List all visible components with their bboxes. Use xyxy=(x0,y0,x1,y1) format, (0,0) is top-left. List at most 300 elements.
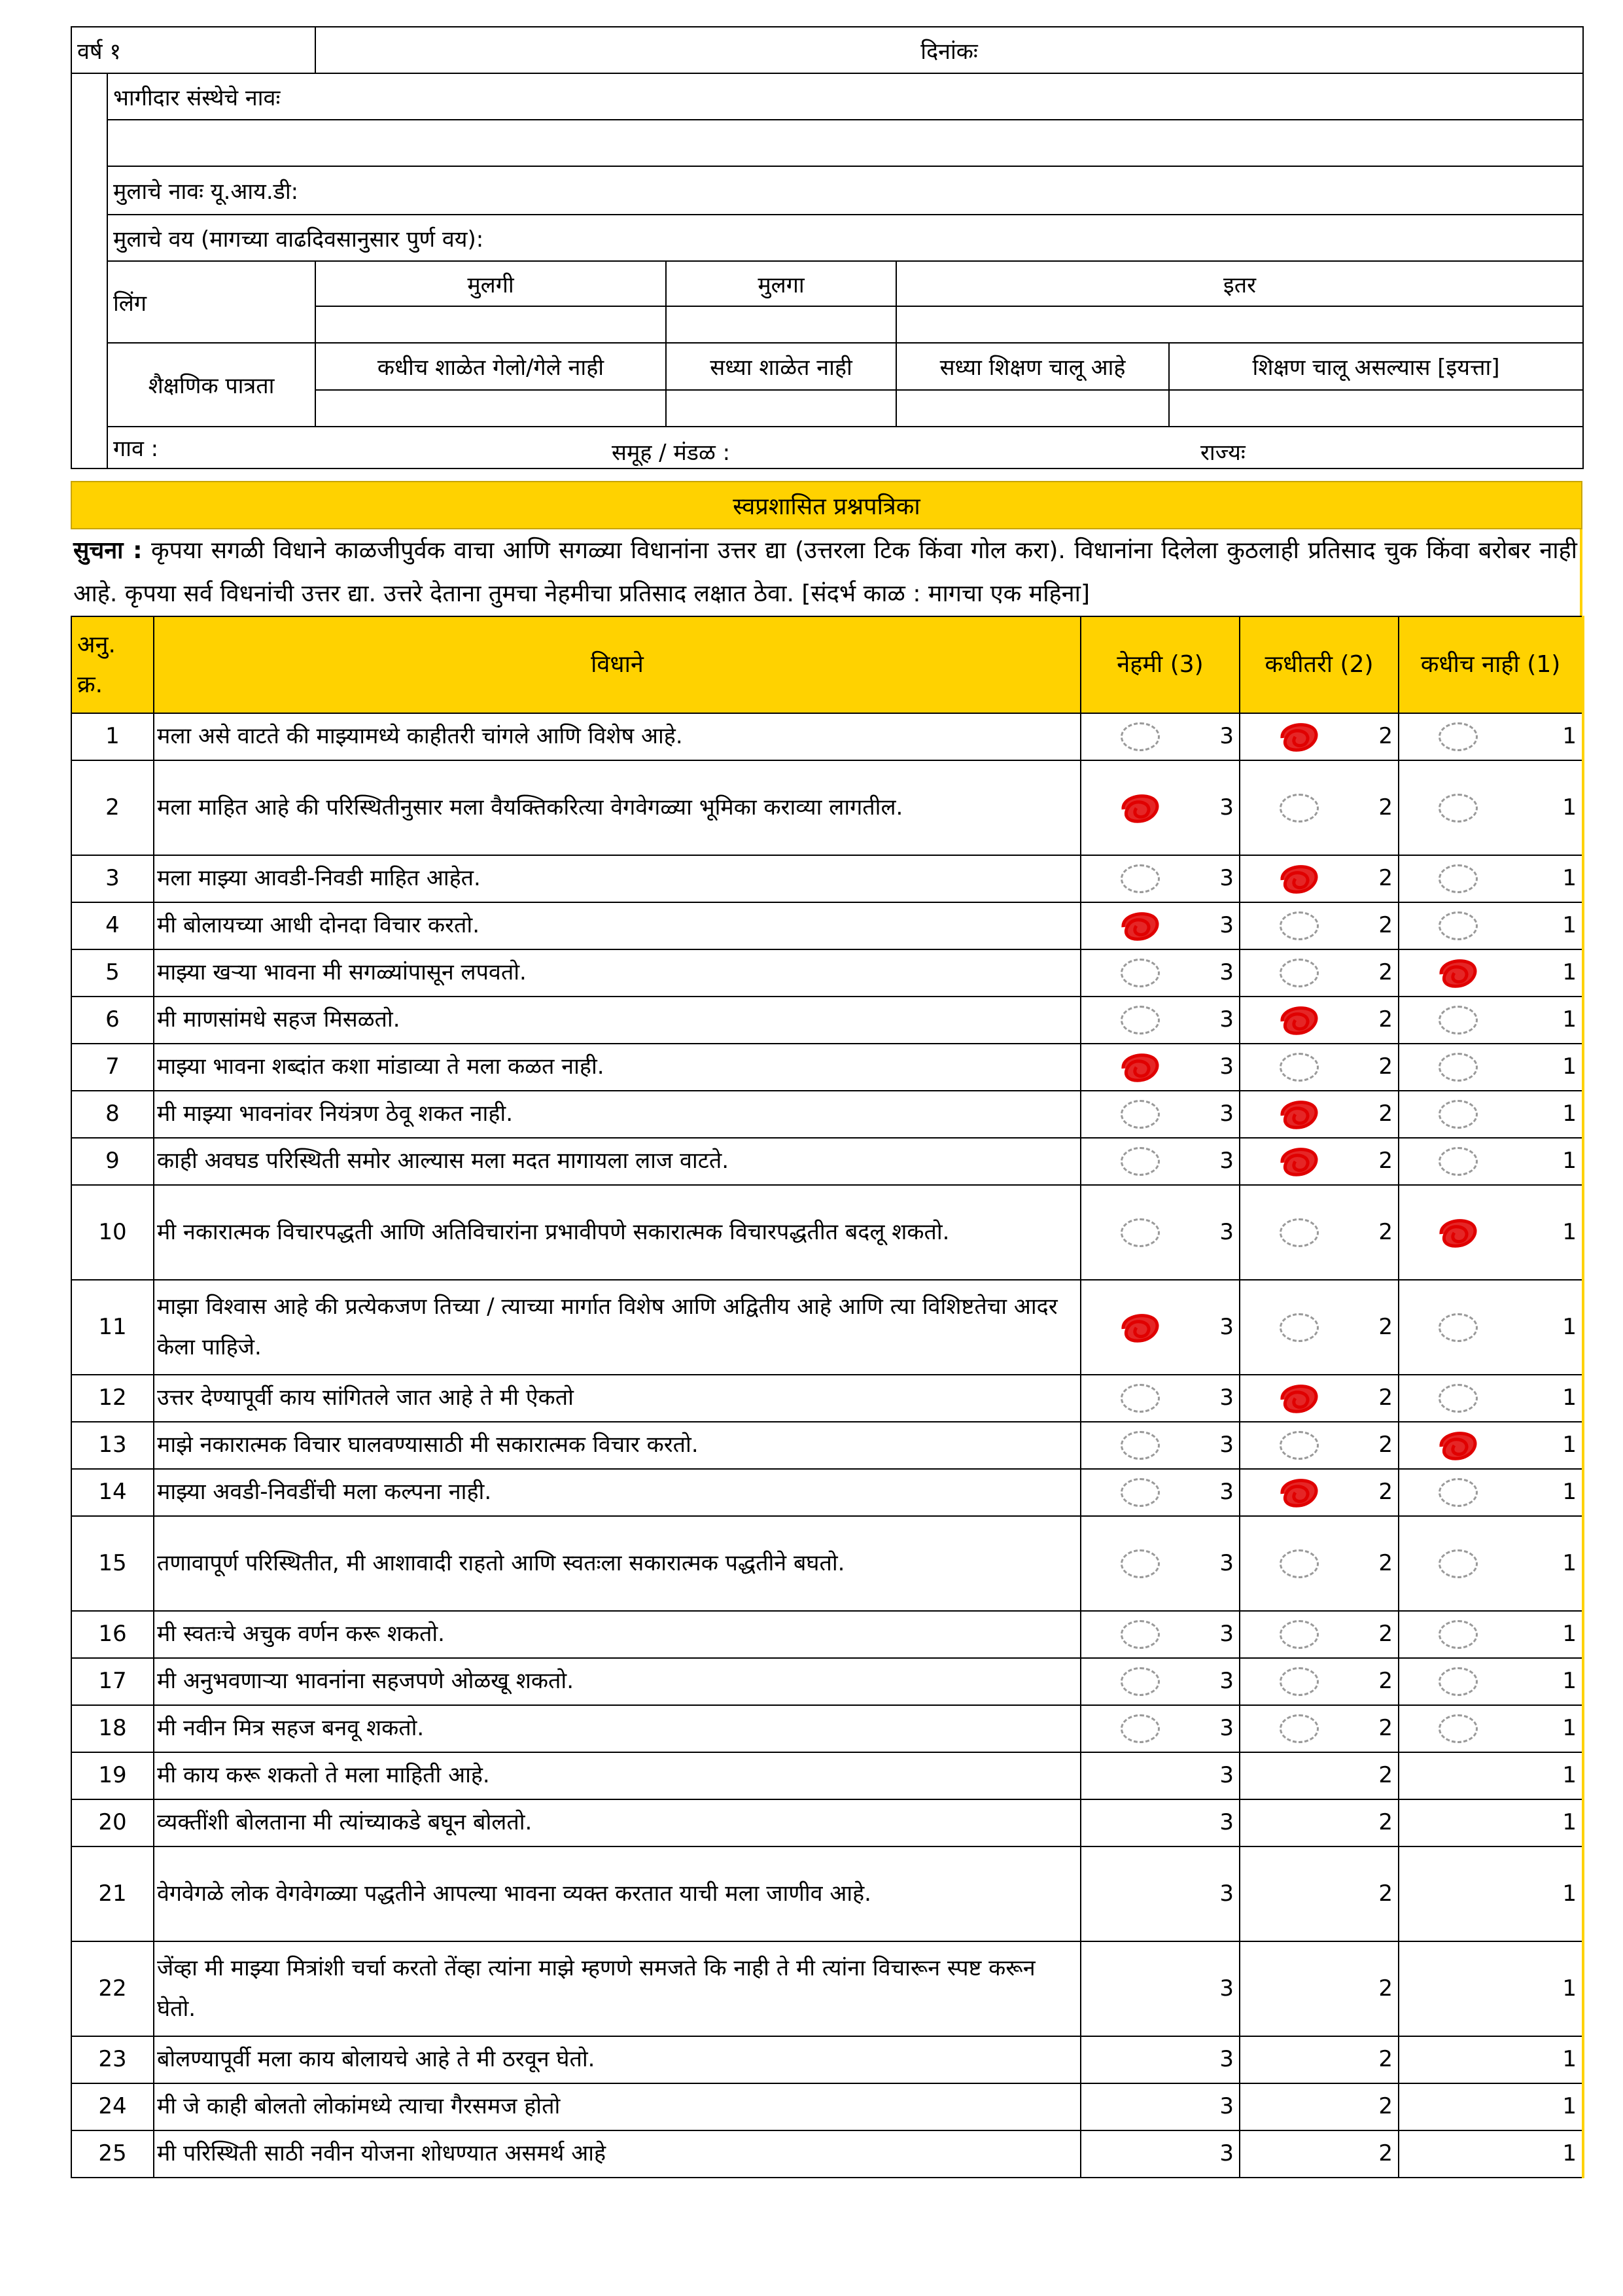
score-value: 1 xyxy=(1562,1621,1577,1648)
option-sometimes[interactable] xyxy=(1240,1941,1399,2036)
score-value: 3 xyxy=(1219,1479,1234,1506)
option-never[interactable] xyxy=(1399,1185,1583,1280)
option-sometimes[interactable] xyxy=(1240,855,1399,902)
score-value: 2 xyxy=(1378,1101,1393,1127)
statement-row xyxy=(71,1044,1583,1091)
option-always[interactable] xyxy=(1081,1091,1240,1138)
row-number: 19 xyxy=(71,1752,154,1799)
option-never[interactable] xyxy=(1399,760,1583,855)
col-never: कधीच नाही (1) xyxy=(1399,616,1583,713)
score-value: 1 xyxy=(1562,1006,1577,1033)
statement-row xyxy=(71,713,1583,760)
option-never[interactable] xyxy=(1399,855,1583,902)
row-number: 22 xyxy=(71,1941,154,2036)
empty-circle-icon[interactable] xyxy=(1280,1313,1319,1342)
instructions xyxy=(71,529,1582,616)
score-value: 1 xyxy=(1562,1053,1577,1080)
row-number: 5 xyxy=(71,949,154,997)
score-value: 1 xyxy=(1562,1715,1577,1742)
marked-circle-icon[interactable] xyxy=(1121,1053,1160,1082)
state-field[interactable]: राज्यः xyxy=(1200,440,1246,466)
option-always[interactable] xyxy=(1081,1516,1240,1611)
score-value: 2 xyxy=(1378,1479,1393,1506)
empty-circle-icon[interactable] xyxy=(1439,1384,1478,1413)
empty-circle-icon[interactable] xyxy=(1121,1549,1160,1578)
statement-text: मी काय करू शकतो ते मला माहिती आहे. xyxy=(154,1752,1081,1799)
education-option-grade[interactable]: शिक्षण चालू असल्यास [इयत्ता] xyxy=(1169,343,1583,390)
option-sometimes[interactable] xyxy=(1240,713,1399,760)
row-number: 14 xyxy=(71,1469,154,1516)
score-value: 1 xyxy=(1562,1148,1577,1174)
marked-circle-icon[interactable] xyxy=(1439,1218,1478,1247)
marked-circle-icon[interactable] xyxy=(1280,722,1319,751)
statement-row xyxy=(71,1705,1583,1752)
score-value: 2 xyxy=(1378,1762,1393,1789)
header-table xyxy=(71,26,1584,469)
score-value: 3 xyxy=(1219,2093,1234,2120)
empty-circle-icon[interactable] xyxy=(1280,1667,1319,1696)
option-always[interactable] xyxy=(1081,713,1240,760)
col-sometimes: कधीतरी (2) xyxy=(1240,616,1399,713)
option-never[interactable] xyxy=(1399,1799,1583,1846)
statement-row xyxy=(71,2130,1583,2178)
village-field[interactable]: गाव : xyxy=(113,436,159,462)
row-number: 15 xyxy=(71,1516,154,1611)
option-sometimes[interactable] xyxy=(1240,1752,1399,1799)
option-sometimes[interactable] xyxy=(1240,1422,1399,1469)
education-option-never[interactable]: कधीच शाळेत गेलो/गेले नाही xyxy=(315,343,666,390)
score-value: 2 xyxy=(1378,912,1393,939)
score-value: 2 xyxy=(1378,1148,1393,1174)
empty-circle-icon[interactable] xyxy=(1280,794,1319,822)
option-never[interactable] xyxy=(1399,1422,1583,1469)
empty-circle-icon[interactable] xyxy=(1439,794,1478,822)
form-sheet xyxy=(71,26,1582,2178)
group-field[interactable]: समूह / मंडळ : xyxy=(612,440,731,466)
statement-row xyxy=(71,1799,1583,1846)
option-never[interactable] xyxy=(1399,1705,1583,1752)
score-value: 3 xyxy=(1219,1668,1234,1695)
statement-text: वेगवेगळे लोक वेगवेगळ्या पद्धतीने आपल्या भावना व्यक्त करतात याची मला जाणीव आहे. xyxy=(154,1846,1081,1941)
option-never[interactable] xyxy=(1399,1846,1583,1941)
score-value: 2 xyxy=(1378,865,1393,892)
empty-circle-icon[interactable] xyxy=(1439,722,1478,751)
score-value: 2 xyxy=(1378,1549,1393,1576)
statement-row xyxy=(71,1280,1583,1375)
education-option-current[interactable]: सध्या शिक्षण चालू आहे xyxy=(896,343,1169,390)
gender-label: लिंग xyxy=(107,261,315,343)
option-always[interactable] xyxy=(1081,1846,1240,1941)
score-value: 3 xyxy=(1219,1809,1234,1836)
statement-text: जेंव्हा मी माझ्या मित्रांशी चर्चा करतो तेंव्हा त्यांना माझे म्हणणे समजते कि नाही ते मी त्यांना विचारून स्पष्ट करून घेतो. xyxy=(154,1941,1081,2036)
score-value: 2 xyxy=(1378,1006,1393,1033)
option-sometimes[interactable] xyxy=(1240,1280,1399,1375)
score-value: 1 xyxy=(1562,2046,1577,2073)
score-value: 3 xyxy=(1219,865,1234,892)
statement-row xyxy=(71,1516,1583,1611)
statement-text: मला असे वाटते की माझ्यामध्ये काहीतरी चांगले आणि विशेष आहे. xyxy=(154,713,1081,760)
questionnaire-table xyxy=(71,616,1584,2178)
score-value: 2 xyxy=(1378,2140,1393,2167)
statement-row xyxy=(71,997,1583,1044)
marked-circle-icon[interactable] xyxy=(1439,1431,1478,1460)
statement-text: मला माहित आहे की परिस्थितीनुसार मला वैयक्तिकरित्या वेगवेगळ्या भूमिका कराव्या लागतील. xyxy=(154,760,1081,855)
score-value: 1 xyxy=(1562,794,1577,821)
row-number: 25 xyxy=(71,2130,154,2178)
option-never[interactable] xyxy=(1399,1375,1583,1422)
instructions-text: कृपया सगळी विधाने काळजीपुर्वक वाचा आणि सगळ्या विधानांना उत्तर द्या (उत्तरला टिक किंवा गोल करा). विधानांना दिलेला कुठलाही प्रतिसाद चुक किंवा बरोबर नाही आहे. कृपया सर्व विधनांची उत्तर द्या. उत्तरे देताना तुमचा नेहमीचा प्रतिसाद लक्षात ठेवा. [संदर्भ काळ : मागचा एक महिना] xyxy=(73,537,1577,607)
option-always[interactable] xyxy=(1081,1799,1240,1846)
option-sometimes[interactable] xyxy=(1240,1185,1399,1280)
questionnaire-title: स्वप्रशासित प्रश्नपत्रिका xyxy=(71,481,1582,529)
education-check-grade[interactable] xyxy=(1169,390,1583,427)
row-number: 23 xyxy=(71,2036,154,2083)
date-field[interactable]: दिनांकः xyxy=(315,27,1583,73)
gender-check-other[interactable] xyxy=(896,306,1583,343)
row-number: 11 xyxy=(71,1280,154,1375)
row-number: 6 xyxy=(71,997,154,1044)
score-value: 1 xyxy=(1562,1432,1577,1458)
option-sometimes[interactable] xyxy=(1240,1091,1399,1138)
score-value: 3 xyxy=(1219,1715,1234,1742)
option-never[interactable] xyxy=(1399,713,1583,760)
empty-circle-icon[interactable] xyxy=(1439,1549,1478,1578)
score-value: 3 xyxy=(1219,2140,1234,2167)
option-always[interactable] xyxy=(1081,1185,1240,1280)
statement-row xyxy=(71,1611,1583,1658)
row-number: 24 xyxy=(71,2083,154,2130)
empty-circle-icon[interactable] xyxy=(1121,1100,1160,1129)
score-value: 1 xyxy=(1562,1549,1577,1576)
score-value: 1 xyxy=(1562,1975,1577,2002)
option-never[interactable] xyxy=(1399,1280,1583,1375)
option-never[interactable] xyxy=(1399,2130,1583,2178)
statement-row xyxy=(71,1091,1583,1138)
empty-circle-icon[interactable] xyxy=(1439,1147,1478,1176)
statement-text: मी नकारात्मक विचारपद्धती आणि अतिविचारांना प्रभावीपणे सकारात्मक विचारपद्धतीत बदलू शकतो. xyxy=(154,1185,1081,1280)
statement-text: माझ्या अवडी-निवडींची मला कल्पना नाही. xyxy=(154,1469,1081,1516)
row-number: 20 xyxy=(71,1799,154,1846)
option-never[interactable] xyxy=(1399,1044,1583,1091)
option-sometimes[interactable] xyxy=(1240,1138,1399,1185)
education-label: शैक्षणिक पात्रता xyxy=(107,343,315,427)
score-value: 3 xyxy=(1219,1880,1234,1907)
empty-circle-icon[interactable] xyxy=(1439,1667,1478,1696)
statement-text: मी जे काही बोलतो लोकांमध्ये त्याचा गैरसमज होतो xyxy=(154,2083,1081,2130)
score-value: 3 xyxy=(1219,1975,1234,2002)
score-value: 2 xyxy=(1378,1715,1393,1742)
statement-text: बोलण्यापूर्वी मला काय बोलायचे आहे ते मी ठरवून घेतो. xyxy=(154,2036,1081,2083)
option-never[interactable] xyxy=(1399,1658,1583,1705)
score-value: 2 xyxy=(1378,2046,1393,2073)
option-never[interactable] xyxy=(1399,1091,1583,1138)
score-value: 2 xyxy=(1378,1621,1393,1648)
empty-circle-icon[interactable] xyxy=(1439,864,1478,893)
score-value: 3 xyxy=(1219,1313,1234,1340)
statement-text: मी अनुभवणाऱ्या भावनांना सहजपणे ओळखू शकतो. xyxy=(154,1658,1081,1705)
option-never[interactable] xyxy=(1399,902,1583,949)
statement-text: माझ्या खऱ्या भावना मी सगळ्यांपासून लपवतो. xyxy=(154,949,1081,997)
option-never[interactable] xyxy=(1399,1516,1583,1611)
empty-circle-icon[interactable] xyxy=(1121,864,1160,893)
score-value: 2 xyxy=(1378,1053,1393,1080)
empty-circle-icon[interactable] xyxy=(1280,1218,1319,1247)
marked-circle-icon[interactable] xyxy=(1439,959,1478,987)
score-value: 3 xyxy=(1219,1006,1234,1033)
row-number: 4 xyxy=(71,902,154,949)
option-always[interactable] xyxy=(1081,1138,1240,1185)
score-value: 3 xyxy=(1219,1762,1234,1789)
year-label: वर्ष १ xyxy=(71,27,315,73)
statement-row xyxy=(71,1138,1583,1185)
statement-row xyxy=(71,949,1583,997)
statement-text: माझ्या भावना शब्दांत कशा मांडाव्या ते मला कळत नाही. xyxy=(154,1044,1081,1091)
option-never[interactable] xyxy=(1399,997,1583,1044)
option-sometimes[interactable] xyxy=(1240,1799,1399,1846)
option-sometimes[interactable] xyxy=(1240,1375,1399,1422)
option-sometimes[interactable] xyxy=(1240,1469,1399,1516)
statement-row xyxy=(71,1658,1583,1705)
empty-circle-icon[interactable] xyxy=(1121,1431,1160,1460)
row-number: 8 xyxy=(71,1091,154,1138)
option-always[interactable] xyxy=(1081,760,1240,855)
education-option-not-now[interactable]: सध्या शाळेत नाही xyxy=(666,343,896,390)
score-value: 2 xyxy=(1378,959,1393,986)
option-sometimes[interactable] xyxy=(1240,1658,1399,1705)
option-always[interactable] xyxy=(1081,2130,1240,2178)
empty-circle-icon[interactable] xyxy=(1280,911,1319,940)
statement-text: माझा विश्वास आहे की प्रत्येकजण तिच्या / त्याच्या मार्गात विशेष आणि अद्वितीय आहे आणि त्या विशिष्टतेचा आदर केला पाहिजे. xyxy=(154,1280,1081,1375)
empty-circle-icon[interactable] xyxy=(1121,1714,1160,1743)
option-always[interactable] xyxy=(1081,855,1240,902)
option-always[interactable] xyxy=(1081,1422,1240,1469)
empty-circle-icon[interactable] xyxy=(1121,722,1160,751)
score-value: 2 xyxy=(1378,794,1393,821)
statement-row xyxy=(71,2083,1583,2130)
statement-row xyxy=(71,1752,1583,1799)
education-check-never[interactable] xyxy=(315,390,666,427)
empty-circle-icon[interactable] xyxy=(1280,1714,1319,1743)
score-value: 1 xyxy=(1562,1668,1577,1695)
empty-circle-icon[interactable] xyxy=(1121,1478,1160,1507)
partner-org-field[interactable]: भागीदार संस्थेचे नावः xyxy=(107,73,1583,120)
score-value: 2 xyxy=(1378,1385,1393,1411)
statement-row xyxy=(71,1422,1583,1469)
gender-option-other[interactable]: इतर xyxy=(896,261,1583,306)
marked-circle-icon[interactable] xyxy=(1121,911,1160,940)
empty-circle-icon[interactable] xyxy=(1280,959,1319,987)
score-value: 3 xyxy=(1219,1218,1234,1245)
score-value: 2 xyxy=(1378,1313,1393,1340)
score-value: 2 xyxy=(1378,1432,1393,1458)
statement-text: मला माझ्या आवडी-निवडी माहित आहेत. xyxy=(154,855,1081,902)
education-check-current[interactable] xyxy=(896,390,1169,427)
score-value: 2 xyxy=(1378,1880,1393,1907)
education-check-not-now[interactable] xyxy=(666,390,896,427)
statement-text: काही अवघड परिस्थिती समोर आल्यास मला मदत मागायला लाज वाटते. xyxy=(154,1138,1081,1185)
option-never[interactable] xyxy=(1399,949,1583,997)
empty-circle-icon[interactable] xyxy=(1439,1714,1478,1743)
statement-text: मी स्वतःचे अचुक वर्णन करू शकतो. xyxy=(154,1611,1081,1658)
marked-circle-icon[interactable] xyxy=(1280,1006,1319,1034)
row-number: 12 xyxy=(71,1375,154,1422)
score-value: 3 xyxy=(1219,1101,1234,1127)
empty-circle-icon[interactable] xyxy=(1280,1549,1319,1578)
score-value: 3 xyxy=(1219,723,1234,750)
row-number: 16 xyxy=(71,1611,154,1658)
statement-text: मी बोलायच्या आधी दोनदा विचार करतो. xyxy=(154,902,1081,949)
score-value: 1 xyxy=(1562,865,1577,892)
option-never[interactable] xyxy=(1399,2083,1583,2130)
row-number: 9 xyxy=(71,1138,154,1185)
option-always[interactable] xyxy=(1081,997,1240,1044)
statement-text: मी परिस्थिती साठी नवीन योजना शोधण्यात असमर्थ आहे xyxy=(154,2130,1081,2178)
row-number: 10 xyxy=(71,1185,154,1280)
col-serial: अनु. क्र. xyxy=(71,616,154,713)
option-sometimes[interactable] xyxy=(1240,1705,1399,1752)
gender-option-girl[interactable]: मुलगी xyxy=(315,261,666,306)
score-value: 3 xyxy=(1219,1148,1234,1174)
option-always[interactable] xyxy=(1081,1044,1240,1091)
empty-circle-icon[interactable] xyxy=(1121,1384,1160,1413)
row-number: 2 xyxy=(71,760,154,855)
option-always[interactable] xyxy=(1081,2036,1240,2083)
gender-option-boy[interactable]: मुलगा xyxy=(666,261,896,306)
option-always[interactable] xyxy=(1081,1752,1240,1799)
score-value: 3 xyxy=(1219,959,1234,986)
option-sometimes[interactable] xyxy=(1240,760,1399,855)
option-sometimes[interactable] xyxy=(1240,949,1399,997)
empty-circle-icon[interactable] xyxy=(1439,911,1478,940)
blank-row xyxy=(107,120,1583,166)
col-statement: विधाने xyxy=(154,616,1081,713)
option-sometimes[interactable] xyxy=(1240,997,1399,1044)
score-value: 3 xyxy=(1219,1549,1234,1576)
empty-circle-icon[interactable] xyxy=(1280,1053,1319,1082)
marked-circle-icon[interactable] xyxy=(1280,1478,1319,1507)
marked-circle-icon[interactable] xyxy=(1121,794,1160,822)
empty-circle-icon[interactable] xyxy=(1439,1006,1478,1034)
score-value: 3 xyxy=(1219,2046,1234,2073)
statement-row xyxy=(71,1375,1583,1422)
option-always[interactable] xyxy=(1081,1658,1240,1705)
marked-circle-icon[interactable] xyxy=(1121,1313,1160,1342)
empty-circle-icon[interactable] xyxy=(1121,959,1160,987)
option-always[interactable] xyxy=(1081,1611,1240,1658)
empty-circle-icon[interactable] xyxy=(1121,1147,1160,1176)
option-sometimes[interactable] xyxy=(1240,2083,1399,2130)
empty-circle-icon[interactable] xyxy=(1121,1667,1160,1696)
option-sometimes[interactable] xyxy=(1240,902,1399,949)
empty-circle-icon[interactable] xyxy=(1121,1218,1160,1247)
empty-circle-icon[interactable] xyxy=(1439,1478,1478,1507)
gender-check-girl[interactable] xyxy=(315,306,666,343)
marked-circle-icon[interactable] xyxy=(1280,1147,1319,1176)
option-sometimes[interactable] xyxy=(1240,2130,1399,2178)
option-always[interactable] xyxy=(1081,2083,1240,2130)
instructions-label: सुचना : xyxy=(73,537,143,564)
empty-circle-icon[interactable] xyxy=(1439,1053,1478,1082)
option-never[interactable] xyxy=(1399,1752,1583,1799)
score-value: 1 xyxy=(1562,2140,1577,2167)
row-number: 21 xyxy=(71,1846,154,1941)
score-value: 2 xyxy=(1378,2093,1393,2120)
score-value: 3 xyxy=(1219,1053,1234,1080)
score-value: 1 xyxy=(1562,1762,1577,1789)
location-row xyxy=(107,427,1583,468)
score-value: 2 xyxy=(1378,723,1393,750)
statement-row xyxy=(71,1185,1583,1280)
empty-circle-icon[interactable] xyxy=(1439,1100,1478,1129)
marked-circle-icon[interactable] xyxy=(1280,864,1319,893)
row-number: 17 xyxy=(71,1658,154,1705)
statement-row xyxy=(71,760,1583,855)
score-value: 1 xyxy=(1562,1880,1577,1907)
row-number: 1 xyxy=(71,713,154,760)
score-value: 2 xyxy=(1378,1809,1393,1836)
option-sometimes[interactable] xyxy=(1240,2036,1399,2083)
score-value: 3 xyxy=(1219,794,1234,821)
option-always[interactable] xyxy=(1081,902,1240,949)
statement-text: मी नवीन मित्र सहज बनवू शकतो. xyxy=(154,1705,1081,1752)
option-always[interactable] xyxy=(1081,1375,1240,1422)
marked-circle-icon[interactable] xyxy=(1280,1384,1319,1413)
empty-circle-icon[interactable] xyxy=(1121,1006,1160,1034)
score-value: 1 xyxy=(1562,723,1577,750)
score-value: 2 xyxy=(1378,1668,1393,1695)
option-always[interactable] xyxy=(1081,949,1240,997)
option-sometimes[interactable] xyxy=(1240,1611,1399,1658)
score-value: 1 xyxy=(1562,959,1577,986)
option-sometimes[interactable] xyxy=(1240,1516,1399,1611)
option-always[interactable] xyxy=(1081,1469,1240,1516)
child-age-field[interactable]: मुलाचे वय (मागच्या वाढदिवसानुसार पुर्ण वय): xyxy=(107,215,1583,261)
row-number: 13 xyxy=(71,1422,154,1469)
empty-circle-icon[interactable] xyxy=(1439,1620,1478,1649)
option-always[interactable] xyxy=(1081,1705,1240,1752)
option-never[interactable] xyxy=(1399,1469,1583,1516)
score-value: 3 xyxy=(1219,1432,1234,1458)
score-value: 1 xyxy=(1562,1313,1577,1340)
option-always[interactable] xyxy=(1081,1280,1240,1375)
option-never[interactable] xyxy=(1399,1611,1583,1658)
score-value: 2 xyxy=(1378,1218,1393,1245)
score-value: 1 xyxy=(1562,1809,1577,1836)
statement-row xyxy=(71,1941,1583,2036)
option-sometimes[interactable] xyxy=(1240,1846,1399,1941)
statement-row xyxy=(71,1469,1583,1516)
option-never[interactable] xyxy=(1399,1941,1583,2036)
empty-circle-icon[interactable] xyxy=(1280,1431,1319,1460)
gender-check-boy[interactable] xyxy=(666,306,896,343)
option-never[interactable] xyxy=(1399,1138,1583,1185)
row-number: 3 xyxy=(71,855,154,902)
empty-circle-icon[interactable] xyxy=(1280,1620,1319,1649)
row-number: 18 xyxy=(71,1705,154,1752)
option-always[interactable] xyxy=(1081,1941,1240,2036)
option-sometimes[interactable] xyxy=(1240,1044,1399,1091)
empty-circle-icon[interactable] xyxy=(1121,1620,1160,1649)
marked-circle-icon[interactable] xyxy=(1280,1100,1319,1129)
score-value: 1 xyxy=(1562,1385,1577,1411)
statement-text: तणावापूर्ण परिस्थितीत, मी आशावादी राहतो आणि स्वतःला सकारात्मक पद्धतीने बघतो. xyxy=(154,1516,1081,1611)
score-value: 3 xyxy=(1219,1385,1234,1411)
empty-circle-icon[interactable] xyxy=(1439,1313,1478,1342)
child-name-field[interactable]: मुलाचे नावः यू.आय.डी: xyxy=(107,166,1583,215)
statement-text: मी माझ्या भावनांवर नियंत्रण ठेवू शकत नाही. xyxy=(154,1091,1081,1138)
option-never[interactable] xyxy=(1399,2036,1583,2083)
score-value: 1 xyxy=(1562,1218,1577,1245)
